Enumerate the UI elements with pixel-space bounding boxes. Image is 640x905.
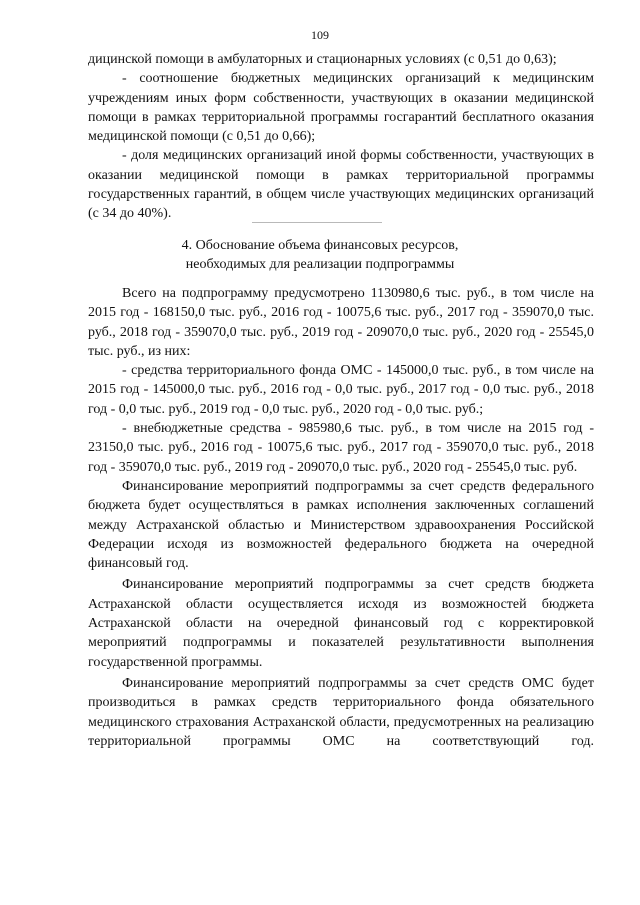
- list-item-other-ownership-share: - доля медицинских организаций иной формы собственности, участвующих в оказании медицинской помощи в рамках территориальной программы государственных гарантий, в общем числе участвующих медицинских организаций (с 34 до 40%).: [88, 148, 594, 222]
- page-number: 109: [311, 28, 329, 42]
- paragraph-oms-financing: Финансирование мероприятий подпрограммы за счет средств ОМС будет производиться в рамках средств территориального фонда обязательного медицинского страхования Астраханской области, предусмотренных на реализацию: [88, 675, 594, 730]
- section-heading-line-1: 4. Обоснование объема финансовых ресурсов,: [181, 238, 459, 253]
- paragraph-regional-budget: Финансирование мероприятий подпрограммы за счет средств бюджета Астраханской области осуществляется исходя из возможностей бюджета Астраханской области на очередной финансовый год с корректировкой мероприятий подпрограммы и показателей результативности выполнения государственной программы.: [88, 577, 594, 670]
- section-heading: [0, 236, 640, 274]
- financing-block: [88, 284, 594, 751]
- section-heading-line-2: необходимых для реализации подпрограммы: [185, 257, 455, 272]
- intro-block: [88, 50, 594, 224]
- paragraph-oms-funds: - средства территориального фонда ОМС - 145000,0 тыс. руб., в том числе на 2015 год - 145000,0 тыс. руб., 2016 год - 0,0 тыс. руб., 2017 год - 0,0 тыс. руб., 2018 год - 0,0 тыс. руб., 2019 год - 0,0 тыс. руб., 2020 год - 0,0 тыс. руб.;: [88, 363, 594, 417]
- list-item-budget-ratio: - соотношение бюджетных медицинских организаций к медицинским учреждениям иных форм собственности, участвующих в оказании медицинской помощи в рамках территориальной программы госгарантий бесплатного оказания медицинской помощи (с 0,51 до 0,66);: [88, 71, 594, 145]
- paragraph-federal-budget: Финансирование мероприятий подпрограммы за счет средств федерального бюджета будет осуществляться в рамках исполнения заключенных соглашений между Астраханской областью и Министерством здравоохранения Российской Федерации исходя из возможностей федерального бюджета на очередной финансовый год.: [88, 478, 594, 572]
- paragraph-extrabudgetary: - внебюджетные средства - 985980,6 тыс. руб., в том числе на 2015 год - 23150,0 тыс. руб., 2016 год - 10075,6 тыс. руб., 2017 год - 359070,0 тыс. руб., 2018 год - 359070,0 тыс. руб., 2019 год - 209070,0 тыс. руб., 2020 год - 25545,0 тыс. руб.: [88, 421, 594, 475]
- intro-line: дицинской помощи в амбулаторных и стационарных условиях (с 0,51 до 0,63);: [88, 52, 557, 67]
- paragraph-total-funding: Всего на подпрограмму предусмотрено 1130980,6 тыс. руб., в том числе на 2015 год - 168150,0 тыс. руб., 2016 год - 10075,6 тыс. руб., 2017 год - 359070,0 тыс. руб., 2018 год - 359070,0 тыс. руб., 2019 год - 209070,0 тыс. руб., 2020 год - 25545,0 тыс. руб., из них:: [88, 286, 594, 359]
- scan-artifact-line: [252, 222, 382, 223]
- paragraph-oms-financing-last-line: территориальной программы ОМС на соответствующий год.: [88, 733, 594, 749]
